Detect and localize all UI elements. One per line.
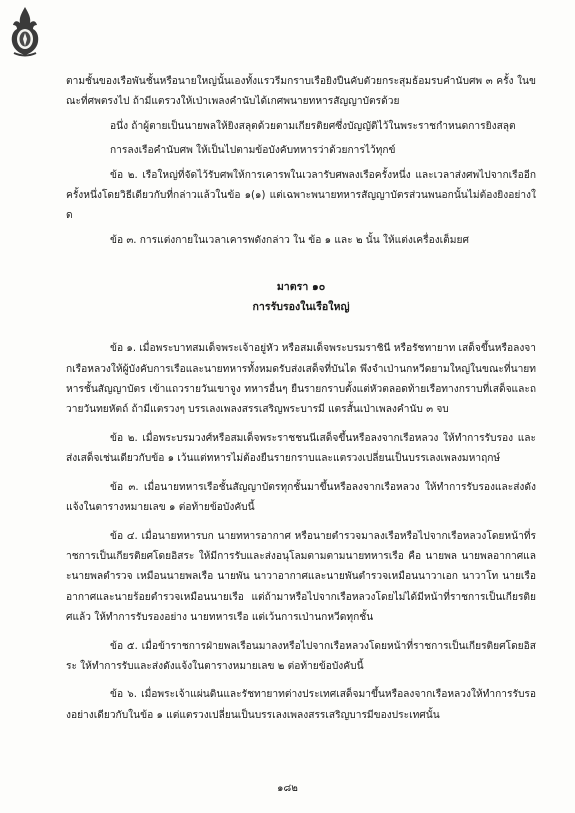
paragraph-top-1: ตามชั้นของเรือพันชั้นหรือนายใหญ่นั้นเองทั้งแรวรีมกราบเรือยิงปืนคับตัวยกระสุมธ้อมรบคำนับศพ ๓ ครั้ง ในขณะที่ศพตรงไป ถ้ามีแตรวงให้เป่าเพลงคำนับได้เกศพนายทหารสัญญาบัตรด้วย bbox=[66, 76, 536, 108]
paragraph-bottom-1: ข้อ ๑. เมื่อพระบาทสมเด็จพระเจ้าอยู่หัว หรือสมเด็จพระบรมราชินี หรือรัชทายาท เสด็จขึ้นหรือลงจากเรือหลวงให้ผู้บังคับการเรือและนายทหารทั้งหมดรับส่งเสด็จที่บันได พึงจำเป่านกหวีดยามใหญ่ในขณะที่นายทหารชั้นสัญญาบัตร เข้าแถวรายวันเขาจูง ทหารอื่นๆ ยืนรายกราบตั้งแต่หัวตลอดท้ายเรือทางกราบที่เสด็จและถวายวันทยหัตถ์ ถ้ามีแตรวงๆ บรรเลงเพลงสรรเสริญพระบารมี แตรสั้นเป่าเพลงคำนับ ๓ จบ bbox=[66, 343, 536, 416]
paragraph-top-2: อนึ่ง ถ้าผู้ตายเป็นนายพลให้ยิงสลุตด้วยตามเกียรติยศซึ่งบัญญัติไว้ในพระราชกำหนดการยิงสลุต bbox=[110, 120, 516, 132]
paragraph-top-5: ข้อ ๓. การแต่งกายในเวลาเคารพดังกล่าว ใน ข้อ ๑ และ ๒ นั้น ให้แต่งเครื่องเต็มยศ bbox=[110, 234, 469, 246]
royal-emblem-icon bbox=[8, 6, 42, 58]
section-number: มาตรา ๑๐ bbox=[276, 281, 326, 294]
paragraph-top-4: ข้อ ๒. เรือใหญ่ที่จัดไว้รับศพให้การเคารพในเวลารับศพลงเรือครั้งหนึ่ง และเวลาส่งศพไปจากเรืออีกครั้งหนึ่งโดยวิธีเดียวกับที่กล่าวแล้วในข้อ ๑(๑) แต่เฉพาะพนายทหารสัญญาบัตรส่วนพนอกนั้นไม่ต้องยิงอย่างใด bbox=[66, 169, 536, 222]
paragraph-bottom-2: ข้อ ๒. เมื่อพระบรมวงศ์หรือสมเด็จพระราชชนนีเสด็จขึ้นหรือลงจากเรือหลวง ให้ทำการรับรอง และส่งเสด็จเช่นเดียวกับข้อ ๑ เว้นแต่ทหารไม่ต้องยืนรายกราบและแตรวงเปลี่ยนเป็นบรรเลงเพลงมหาฤกษ์ bbox=[66, 432, 536, 465]
document-body bbox=[66, 72, 536, 726]
section-title: การรับรองในเรือใหญ่ bbox=[252, 301, 350, 314]
paragraph-top-3: การลงเรือคำนับศพ ให้เป็นไปตามข้อบังคับทหารว่าด้วยการไว้ทุกข์ bbox=[110, 145, 396, 157]
paragraph-bottom-6: ข้อ ๖. เมื่อพระเจ้าแผ่นดินและรัชทายาทต่างประเทศเสด็จมาขึ้นหรือลงจากเรือหลวงให้ทำการรับรองอย่างเดียวกับในข้อ ๑ แต่แตรวงเปลี่ยนเป็นบรรเลงเพลงสรรเสริญบารมีของประเทศนั้น bbox=[66, 689, 536, 721]
paragraph-bottom-4: ข้อ ๔. เมื่อนายทหารบก นายทหารอากาศ หรือนายตำรวจมาลงเรือหรือไปจากเรือหลวงโดยหน้าที่ราชการเป็นเกียรติยศโดยอิสระ ให้มีการรับและส่งอนุโลมตามตามนายทหารเรือ คือ นายพล นายพลอากาศและนายพลตำรวจ เหมือนนายพลเรือ นายพัน นาวาอากาศและนายพันตำรวจเหมือนนาวาเอก นาวาโท นายเรืออากาศและนายร้อยตำรวจเหมือนนายเรือ แต่ถ้ามาหรือไปจากเรือหลวงโดยไม่ได้มีหน้าที่ราชการเป็นเกียรติยศแล้ว ให้ทำการรับรองอย่าง นายทหารเรือ แต่เว้นการเป่านกหวีดทุกชั้น bbox=[66, 530, 536, 624]
page-number: ๑๘๒ bbox=[277, 783, 298, 794]
section-heading bbox=[66, 277, 536, 317]
paragraph-bottom-5: ข้อ ๕. เมื่อข้าราชการฝ่ายพลเรือนมาลงหรือไปจากเรือหลวงโดยหน้าที่ราชการเป็นเกียรติยศโดยอิสระ ให้ทำการรับและส่งดังแจ้งในตารางหมายเลข ๒ ต่อท้ายข้อบังคับนี้ bbox=[66, 640, 536, 672]
paragraph-bottom-3: ข้อ ๓. เมื่อนายทหารเรือชั้นสัญญาบัตรทุกชั้นมาขึ้นหรือลงจากเรือหลวง ให้ทำการรับรองและส่งดังแจ้งในตารางหมายเลข ๑ ต่อท้ายข้อบังคับนี้ bbox=[66, 481, 536, 514]
